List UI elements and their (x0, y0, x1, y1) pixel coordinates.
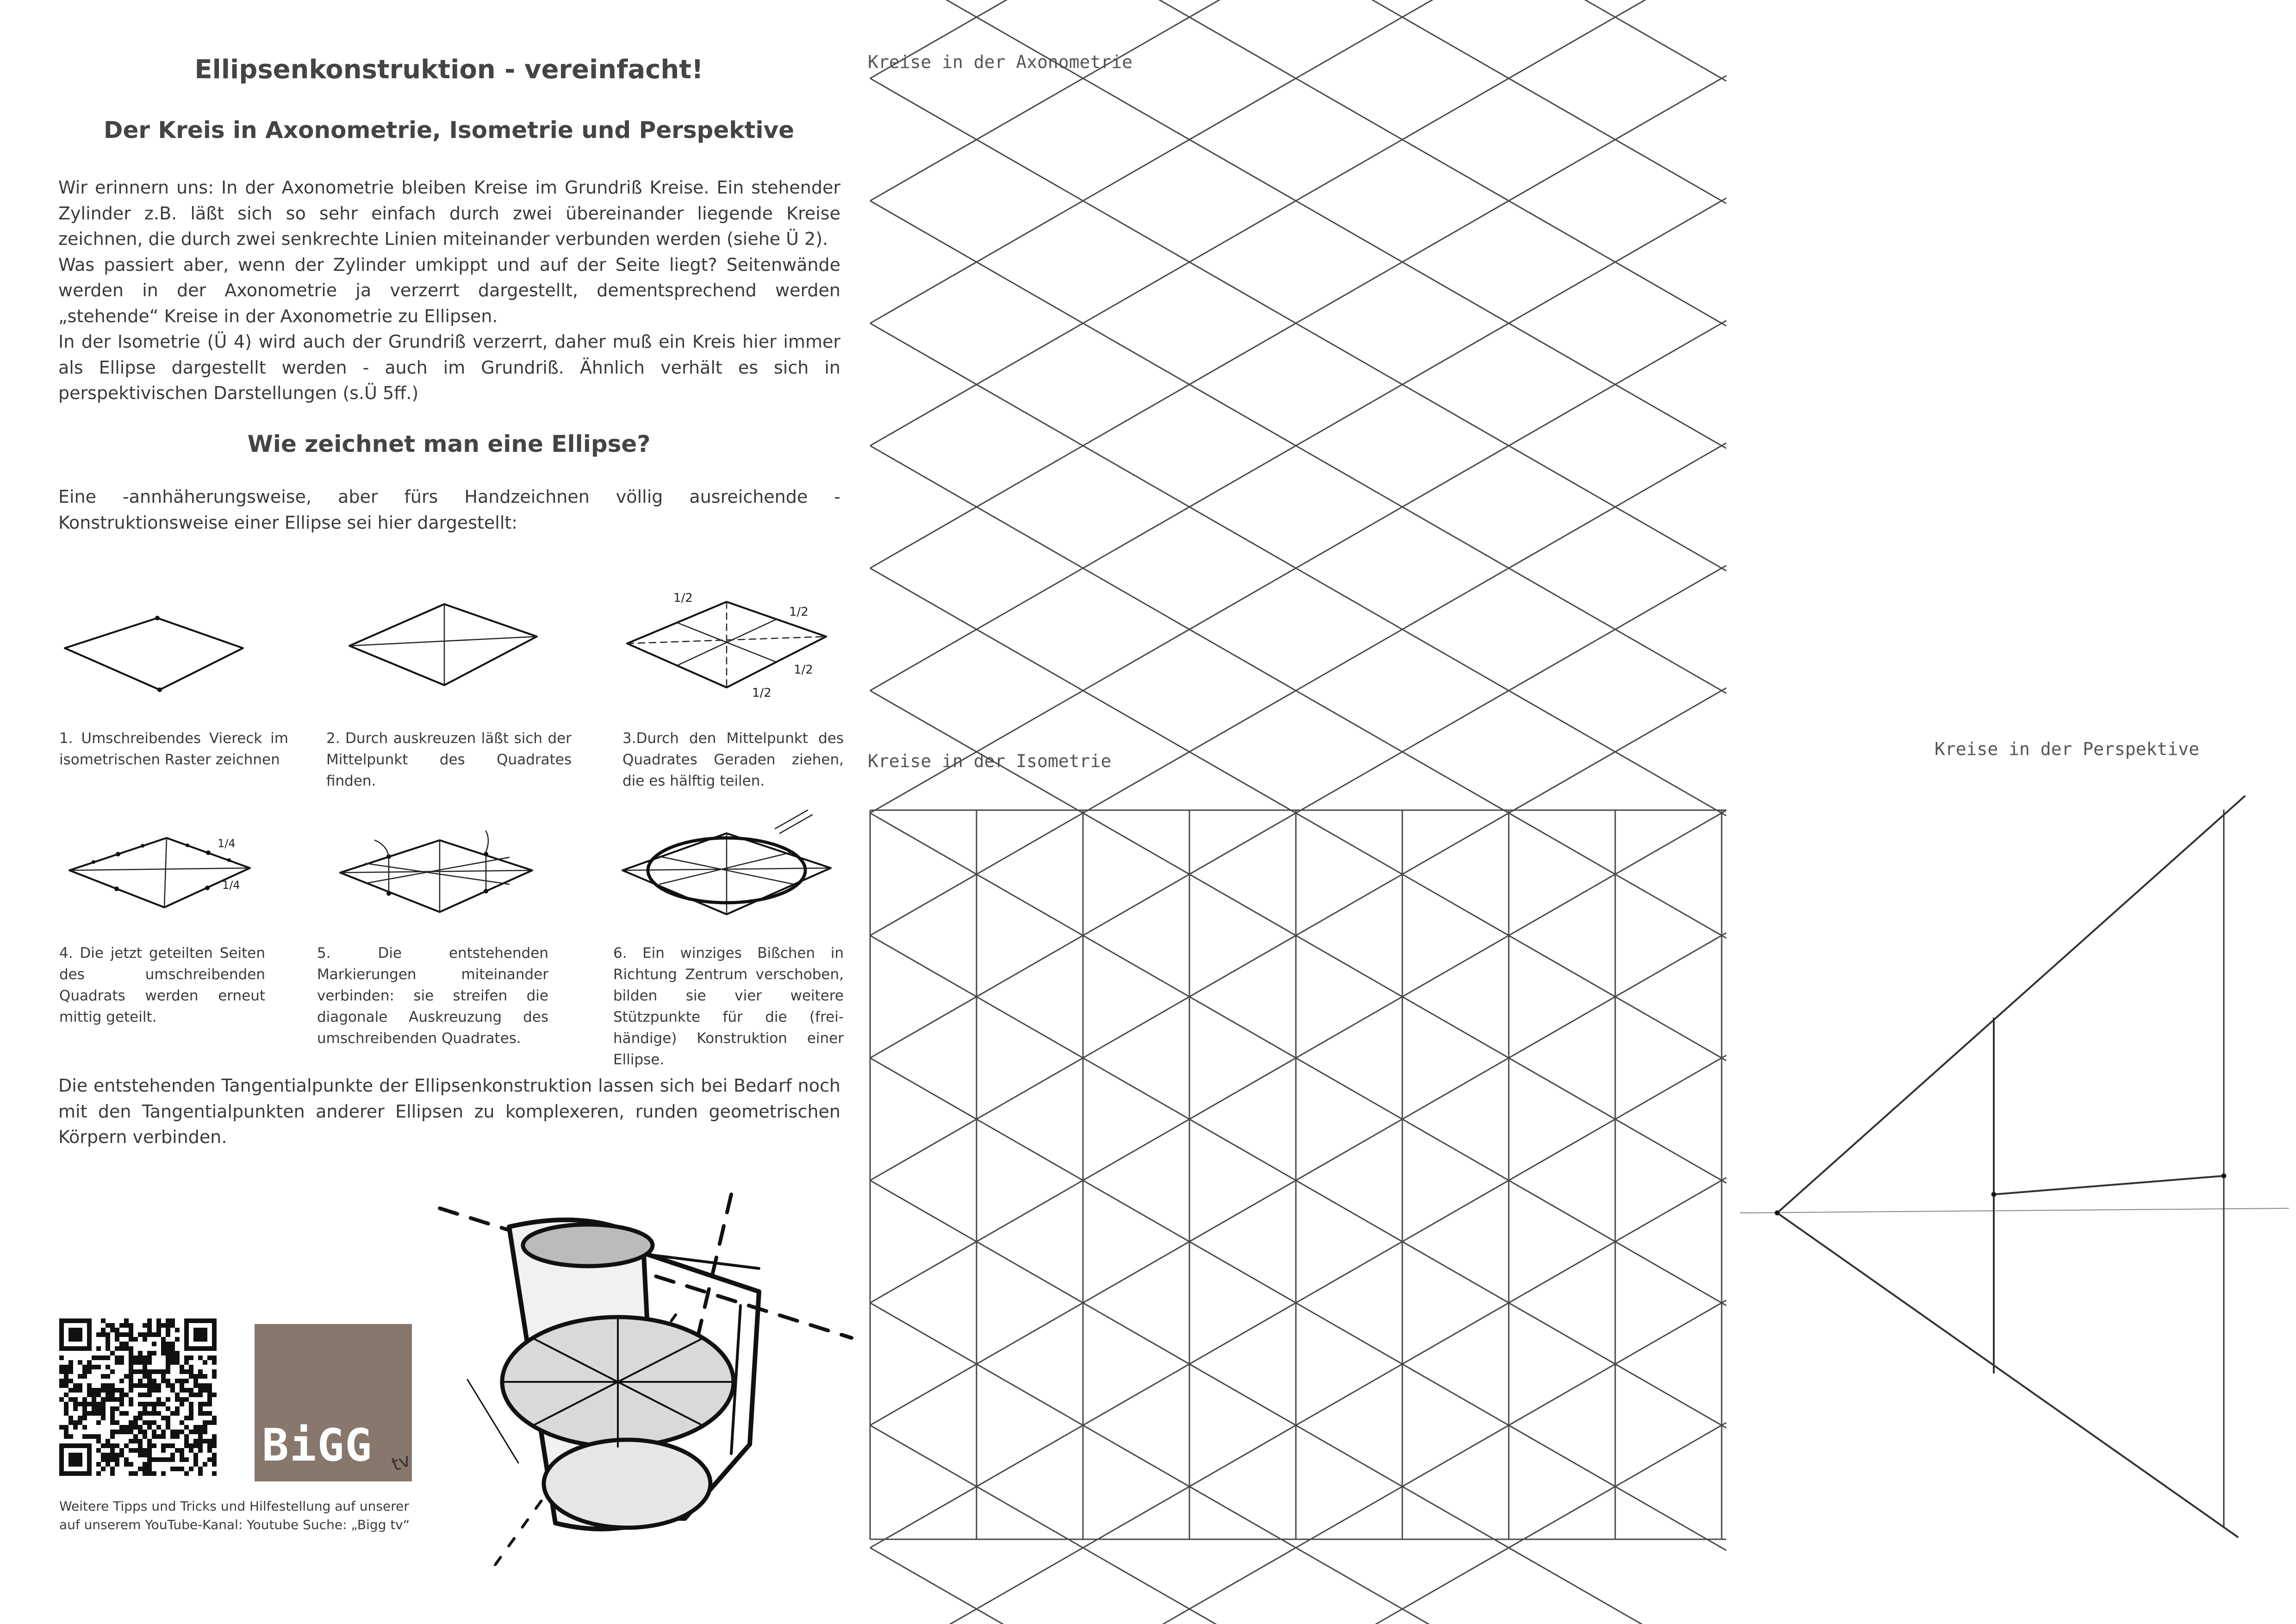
grid-line (870, 1181, 1726, 1624)
step-6-caption: 6. Ein winziges Bißchen in Richtung Zentrum verschoben, bilden sie vier weitere Stützpunkte für die (frei-händige) Konstruktion einer Ellipse. (613, 945, 844, 1068)
step-6-sketch (613, 806, 854, 921)
step-4-sketch (65, 829, 264, 917)
half-label: 1/2 (794, 663, 813, 677)
qr-code-icon (59, 1318, 217, 1476)
step-1-caption: 1. Umschreibendes Viereck im isometrischen Raster zeichnen (59, 730, 288, 768)
grid-line (870, 1300, 1726, 1624)
grid-line (870, 321, 1726, 813)
grid-line (870, 201, 1726, 693)
grid-line (870, 323, 1726, 816)
quarter-label: 1/4 (218, 837, 236, 850)
footer-text (59, 1497, 429, 1534)
grid-line (870, 566, 1726, 1058)
intro-text (58, 175, 840, 406)
section-intro: Eine -annhäherungsweise, aber fürs Handzeichnen völlig ausreichende - Konstruktionsweise einer Ellipse sei hier dargestellt: (58, 487, 840, 533)
grid-line (870, 1425, 1726, 1624)
grid-line (870, 0, 1726, 326)
step-3-caption: 3.Durch den Mittelpunkt des Quadrates Geraden ziehen, die es hälftig teilen. (622, 730, 844, 789)
intro-paragraph-3: In der Isometrie (Ü 4) wird auch der Grundriß verzerrt, daher muß ein Kreis hier immer als Ellipse dargestellt werden - auch im Grundriß. Ähnlich verhält es sich in perspektivischen Darstellungen (s.Ü 5ff.) (58, 331, 840, 403)
bigg-logo (255, 1324, 412, 1481)
quarter-label: 1/4 (222, 879, 240, 892)
section-heading: Wie zeichnet man eine Ellipse? (247, 431, 651, 457)
grid-line (870, 76, 1726, 568)
grid-line (870, 446, 1726, 938)
step-2-caption: 2. Durch auskreuzen läßt sich der Mittelpunkt des Quadrates finden. (326, 730, 572, 789)
step-1-sketch (60, 602, 255, 704)
grid-line (870, 568, 1726, 1061)
half-label: 1/2 (789, 605, 809, 619)
intro-paragraph-1: Wir erinnern uns: In der Axonometrie bleiben Kreise im Grundriß Kreise. Ein stehender Zylinder z.B. läßt sich so sehr einfach durch zwei übereinander liegende Kreise zeichnen, die durch zwei senkrechte Linien miteinander verbunden werden (siehe Ü 2). (58, 177, 840, 249)
grid-line (870, 691, 1726, 1183)
grid-line (870, 813, 1726, 1305)
grid-line (870, 936, 1726, 1428)
step-2-sketch (345, 597, 544, 699)
grid-line (870, 1423, 1726, 1624)
cylinder-construction-sketch (426, 1185, 865, 1565)
step-4-caption: 4. Die jetzt geteilten Seiten des umschreibenden Quadrats werden erneut mittig geteilt. (59, 945, 265, 1025)
grid-line (870, 198, 1726, 691)
logo-text: BiGG (262, 1419, 373, 1471)
page-subtitle: Der Kreis in Axonometrie, Isometrie und Perspektive (103, 117, 795, 144)
footer-line-1: Weitere Tipps und Tricks und Hilfestellung auf unserer (59, 1499, 409, 1514)
page-title: Ellipsenkonstruktion - vereinfacht! (194, 55, 703, 85)
panel-title-isometrie: Kreise in der Isometrie (868, 751, 1112, 771)
grid-line (870, 443, 1726, 936)
perspective-construction (1740, 796, 2296, 1555)
grid-line (870, 811, 1726, 1303)
intro-paragraph-2: Was passiert aber, wenn der Zylinder umkippt und auf der Seite liegt? Seitenwände werden in der Axonometrie ja verzerrt dargestellt, dementsprechend werden „stehende“ Kreise in der Axonometrie zu Ellipsen. (58, 254, 840, 326)
grid-line (870, 933, 1726, 1425)
isometric-grid (870, 810, 1726, 1539)
grid-line (870, 1178, 1726, 1624)
grid-line (870, 1548, 1726, 1624)
step-5-caption: 5. Die entstehenden Markierungen miteinander verbinden: sie streifen die diagonale Auskreuzung des umschreibenden Quadrates. (317, 945, 548, 1047)
conclusion-text: Die entstehenden Tangentialpunkte der Ellipsenkonstruktion lassen sich bei Bedarf noch mit den Tangentialpunkten anderer Ellipsen zu komplexeren, runden geometrischen Körpern verbinden. (58, 1075, 840, 1147)
footer-line-2: auf unserem YouTube-Kanal: Youtube Suche: „Bigg tv“ (59, 1517, 410, 1532)
panel-title-axonometrie: Kreise in der Axonometrie (868, 52, 1132, 72)
half-label: 1/2 (673, 591, 693, 605)
half-label: 1/2 (752, 686, 772, 700)
logo-tv: tv (388, 1449, 413, 1476)
grid-line (870, 1058, 1726, 1550)
grid-line (870, 1056, 1726, 1548)
step-5-sketch (333, 829, 541, 921)
panel-title-perspektive: Kreise in der Perspektive (1935, 739, 2199, 759)
step-3-sketch (622, 583, 840, 708)
grid-line (870, 78, 1726, 571)
